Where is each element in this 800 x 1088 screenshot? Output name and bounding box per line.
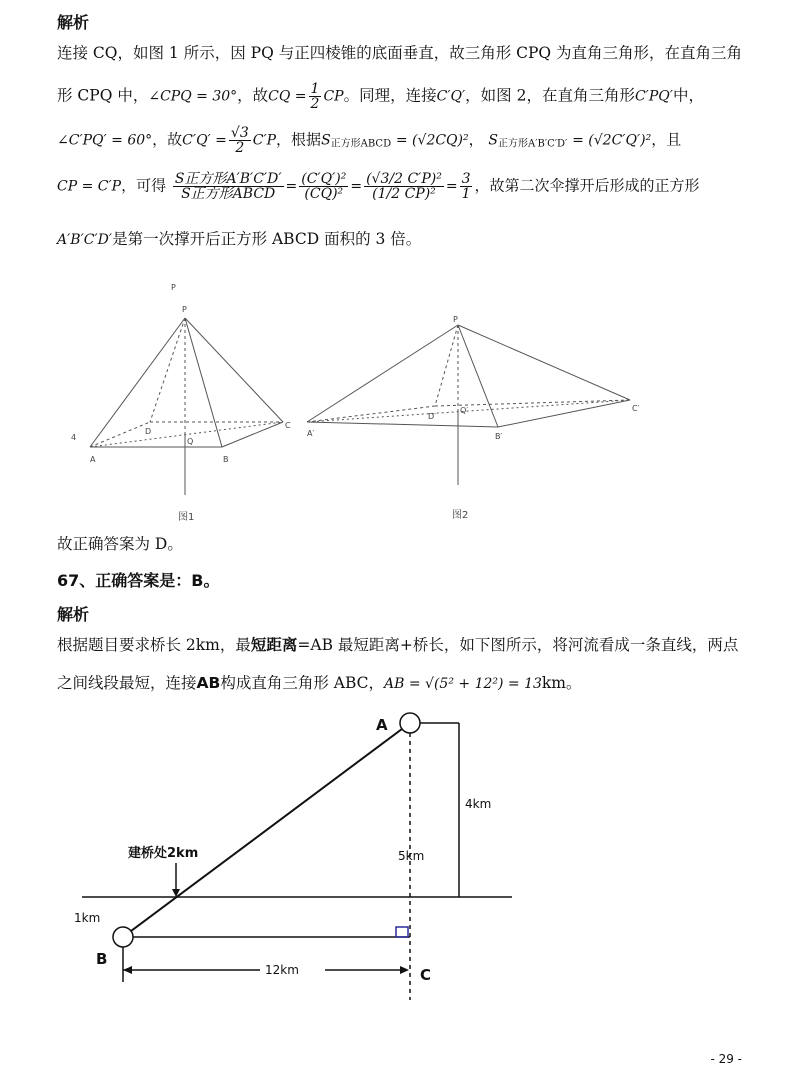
text: ，故 (237, 86, 269, 105)
q67-line-1 (57, 634, 738, 656)
text: ，可得 (121, 176, 167, 195)
right-angle-mark (396, 927, 408, 937)
q67-line-2 (57, 672, 582, 695)
line-ab (123, 723, 410, 937)
solution-line-4: CP = C′P，可得 $\frac{\text{S正方形A′B′C′D′}}{\text{S正方形ABCD}}$ = $\frac{\text{(C′Q′)²}}{\text{(CQ)²}}$ = $\frac{\text{(√3/2 C′P)²}}{\text{(1/2 CP)²}}$ = $\frac{3}{1}$ ，故第二次伞撑开后形成的正方形 (57, 171, 700, 202)
text: 之间线段最短，连接 (57, 674, 197, 692)
conclusion: 故正确答案为 D。 (57, 535, 183, 553)
label-b: B (96, 950, 108, 968)
point-b-circle (113, 927, 133, 947)
label-4km: 4km (465, 797, 492, 811)
solution-line-2 (57, 82, 704, 111)
math: C′Q′ = (182, 132, 227, 149)
math: CP = C′P (57, 178, 122, 195)
label-1km: 1km (74, 911, 101, 925)
denominator: 2 (235, 140, 245, 156)
label-a2: A′ (307, 429, 315, 438)
fraction (299, 172, 348, 201)
denominator: (CQ)² (304, 186, 344, 202)
figure-1 (90, 318, 283, 495)
text: 是第一次撑开后正方形 ABCD 面积的 3 倍。 (112, 230, 422, 248)
edge-pc2 (458, 325, 630, 400)
label-bridge: 建桥处2km (128, 846, 199, 861)
text: ， (468, 130, 484, 149)
label-d2: D′ (428, 412, 436, 421)
math: C′Q′ (436, 88, 466, 105)
fraction (364, 172, 444, 201)
numerator: S正方形A′B′C′D′ (174, 171, 282, 187)
numerator: √3 (230, 125, 249, 141)
label-a: A (90, 455, 96, 464)
text: 中， (672, 86, 704, 105)
text: 形 CPQ 中， (57, 86, 149, 105)
text: ，且 (651, 130, 682, 149)
text: 。同理，连接 (343, 86, 437, 105)
label-d: D (145, 427, 152, 436)
text: ，故第二次伞撑开后形成的正方形 (474, 176, 700, 195)
math: = (√2CQ)² (395, 132, 469, 149)
caption-fig2: 图2 (452, 510, 469, 521)
denominator: S正方形ABCD (181, 186, 276, 202)
math: = (√2C′Q′)² (572, 132, 652, 149)
numerator: (√3/2 C′P)² (366, 171, 442, 187)
bridge-diagram (0, 700, 800, 1010)
edge-bc (222, 422, 283, 447)
q67-heading: 67、正确答案是：B。 (57, 571, 220, 590)
label-p: P (182, 305, 187, 314)
solution-line-5 (57, 228, 421, 251)
label-a: A (376, 716, 388, 734)
math: C′PQ′ (634, 88, 673, 105)
math: CP (323, 88, 344, 105)
arrow-left-head (123, 966, 132, 974)
arrow-right-head (400, 966, 409, 974)
edge-bc2 (498, 400, 630, 427)
math: S (488, 132, 498, 149)
solution-heading: 解析 (57, 13, 90, 32)
text: 根据题目要求桥长 2km，最 (57, 636, 251, 654)
text: 构成直角三角形 ABC， (220, 674, 384, 692)
fraction (309, 82, 322, 111)
numerator: 1 (310, 81, 320, 97)
label-12km: 12km (265, 963, 299, 977)
math: A′B′C′D′ (57, 232, 113, 248)
text: ，如图 2，在直角三角形 (465, 86, 635, 105)
label-b: B (223, 455, 229, 464)
math: AB = √(5² + 12²) = 13 (384, 676, 542, 692)
text: =AB 最短距离+桥长，如下图所示，将河流看成一条直线，两点 (297, 636, 739, 654)
denominator: 1 (461, 186, 471, 202)
label-b2: B′ (495, 432, 503, 441)
label-c: C (420, 966, 432, 984)
text: 连接 CQ，如图 1 所示，因 PQ 与正四棱锥的底面垂直，故三角形 CPQ 为直角三角形，在直角三角 (57, 44, 743, 62)
page-number: - 29 - (710, 1052, 742, 1066)
diagonal-ac2 (307, 400, 630, 422)
denominator: 2 (310, 96, 320, 112)
edge-pa (90, 318, 185, 447)
numerator: 3 (461, 171, 471, 187)
edge-ab2 (307, 422, 498, 427)
text-bold: 短距离 (250, 636, 298, 654)
math: CQ = (268, 88, 307, 105)
subscript: 正方形A′B′C′D′ (498, 138, 568, 150)
math: S (321, 132, 331, 149)
label-5km: 5km (398, 849, 425, 863)
fraction (173, 172, 284, 201)
numerator: (C′Q′)² (301, 171, 347, 187)
subscript: 正方形ABCD (330, 138, 392, 150)
pyramid-figures (0, 270, 800, 530)
math: C′P (252, 132, 277, 149)
text: ，故 (152, 130, 183, 149)
label-q: Q (187, 437, 194, 446)
label-small: 4 (71, 433, 77, 442)
fraction (460, 172, 473, 201)
edge-pa2 (307, 325, 458, 422)
q67-solution-heading: 解析 (57, 605, 90, 624)
denominator: (1/2 CP)² (372, 186, 436, 202)
label-p2: P (453, 315, 458, 324)
label-p-top: P (171, 283, 176, 292)
point-a-circle (400, 713, 420, 733)
caption-fig1: 图1 (178, 512, 195, 523)
solution-line-1 (57, 42, 742, 64)
math: ∠CPQ = 30° (148, 88, 238, 105)
label-q2: Q′ (460, 406, 469, 415)
edge-pd (150, 318, 185, 422)
solution-line-3 (57, 126, 681, 156)
text: km。 (541, 674, 582, 692)
fraction (229, 126, 251, 155)
math: ∠C′PQ′ = 60° (57, 132, 153, 149)
edge-ad2 (307, 406, 435, 422)
figure-2 (307, 325, 630, 485)
label-c2: C′ (632, 404, 640, 413)
text: ，根据 (276, 130, 322, 149)
text-bold: AB (196, 674, 221, 692)
label-c: C (285, 421, 291, 430)
